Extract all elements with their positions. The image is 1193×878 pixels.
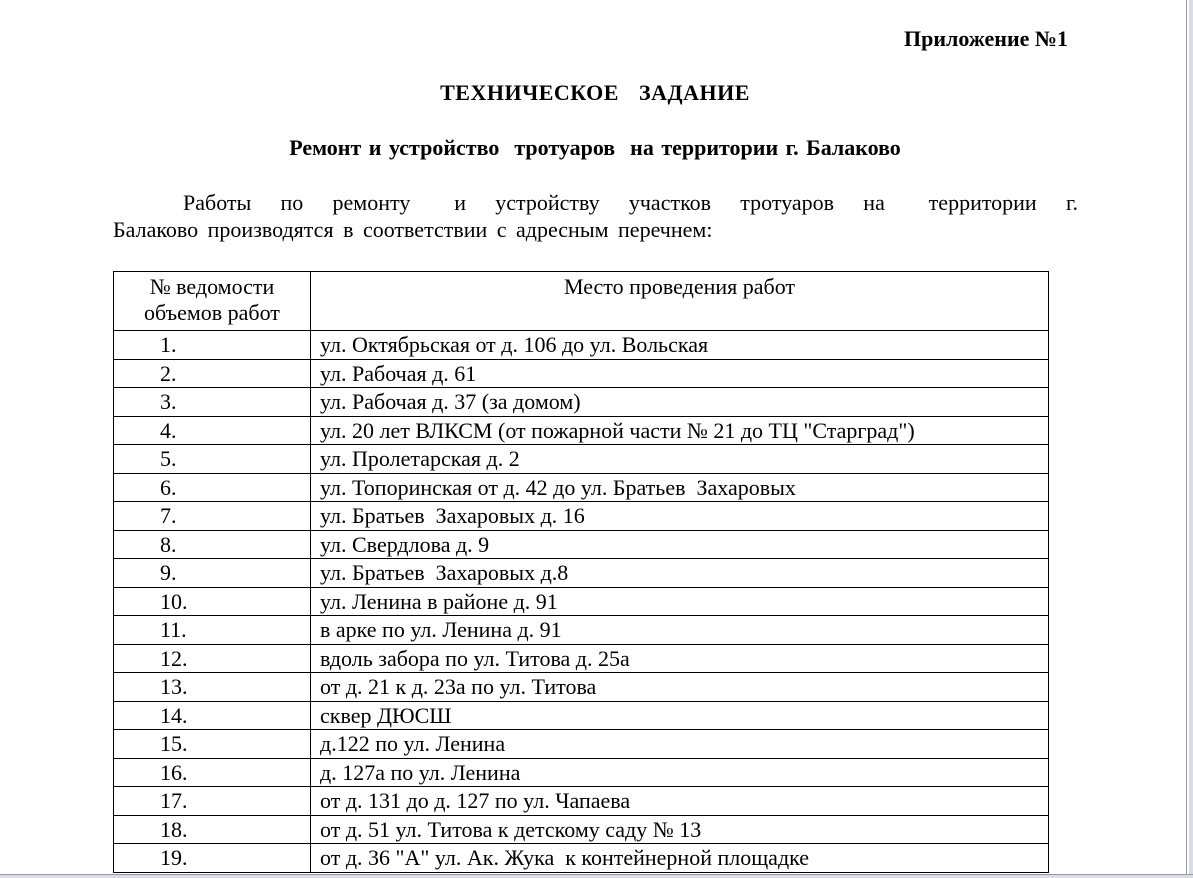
row-number: 10. bbox=[114, 587, 311, 616]
table-header-row bbox=[114, 272, 1049, 331]
table-row bbox=[114, 673, 1049, 702]
document-subtitle: Ремонт и устройство тротуаров на территории г. Балаково bbox=[289, 135, 901, 160]
page-edge-right bbox=[1186, 0, 1187, 878]
table-row bbox=[114, 587, 1049, 616]
table-row bbox=[114, 559, 1049, 588]
row-place: ул. Свердлова д. 9 bbox=[311, 530, 1049, 559]
page-edge-bottom bbox=[0, 874, 1193, 878]
row-number: 4. bbox=[114, 416, 311, 445]
row-place: ул. Братьев Захаровых д. 16 bbox=[311, 502, 1049, 531]
page-gutter-right bbox=[1189, 0, 1193, 878]
intro-paragraph: Работы по ремонту и устройству участков тротуаров на территории г. Балаково производятся в соответствии с адресным перечнем: bbox=[113, 190, 1097, 242]
table-row bbox=[114, 815, 1049, 844]
row-place: д.122 по ул. Ленина bbox=[311, 730, 1049, 759]
row-place: от д. 36 "А" ул. Ак. Жука к контейнерной площадке bbox=[311, 844, 1049, 873]
table-row bbox=[114, 787, 1049, 816]
row-place: ул. Рабочая д. 61 bbox=[311, 359, 1049, 388]
row-number: 13. bbox=[114, 673, 311, 702]
table-row bbox=[114, 616, 1049, 645]
document-title: ТЕХНИЧЕСКОЕ ЗАДАНИЕ bbox=[440, 80, 750, 105]
row-number: 9. bbox=[114, 559, 311, 588]
table-row bbox=[114, 730, 1049, 759]
row-number: 1. bbox=[114, 331, 311, 360]
table-row bbox=[114, 644, 1049, 673]
row-place: ул. 20 лет ВЛКСМ (от пожарной части № 21 до ТЦ "Старград") bbox=[311, 416, 1049, 445]
row-place: ул. Ленина в районе д. 91 bbox=[311, 587, 1049, 616]
table-row bbox=[114, 701, 1049, 730]
row-number: 12. bbox=[114, 644, 311, 673]
table-row bbox=[114, 416, 1049, 445]
row-place: ул. Октябрьская от д. 106 до ул. Вольская bbox=[311, 331, 1049, 360]
row-place: в арке по ул. Ленина д. 91 bbox=[311, 616, 1049, 645]
table-row bbox=[114, 359, 1049, 388]
row-place: вдоль забора по ул. Титова д. 25а bbox=[311, 644, 1049, 673]
table-row bbox=[114, 473, 1049, 502]
row-number: 17. bbox=[114, 787, 311, 816]
row-number: 3. bbox=[114, 388, 311, 417]
row-number: 5. bbox=[114, 445, 311, 474]
row-number: 11. bbox=[114, 616, 311, 645]
row-number: 14. bbox=[114, 701, 311, 730]
table-row bbox=[114, 331, 1049, 360]
row-number: 8. bbox=[114, 530, 311, 559]
row-place: от д. 131 до д. 127 по ул. Чапаева bbox=[311, 787, 1049, 816]
table-row bbox=[114, 844, 1049, 873]
header-number: № ведомости объемов работ bbox=[114, 272, 311, 331]
table-row bbox=[114, 388, 1049, 417]
row-place: ул. Топоринская от д. 42 до ул. Братьев Захаровых bbox=[311, 473, 1049, 502]
row-place: сквер ДЮСШ bbox=[311, 701, 1049, 730]
row-place: от д. 21 к д. 23а по ул. Титова bbox=[311, 673, 1049, 702]
table-row bbox=[114, 530, 1049, 559]
row-number: 15. bbox=[114, 730, 311, 759]
appendix-label: Приложение №1 bbox=[904, 26, 1068, 51]
row-number: 7. bbox=[114, 502, 311, 531]
row-number: 18. bbox=[114, 815, 311, 844]
table-row bbox=[114, 758, 1049, 787]
row-number: 16. bbox=[114, 758, 311, 787]
row-number: 2. bbox=[114, 359, 311, 388]
header-place: Место проведения работ bbox=[311, 272, 1049, 331]
row-place: д. 127а по ул. Ленина bbox=[311, 758, 1049, 787]
row-place: от д. 51 ул. Титова к детскому саду № 13 bbox=[311, 815, 1049, 844]
row-place: ул. Братьев Захаровых д.8 bbox=[311, 559, 1049, 588]
row-place: ул. Пролетарская д. 2 bbox=[311, 445, 1049, 474]
address-table bbox=[113, 271, 1049, 873]
row-number: 6. bbox=[114, 473, 311, 502]
row-number: 19. bbox=[114, 844, 311, 873]
table-row bbox=[114, 445, 1049, 474]
table-row bbox=[114, 502, 1049, 531]
row-place: ул. Рабочая д. 37 (за домом) bbox=[311, 388, 1049, 417]
